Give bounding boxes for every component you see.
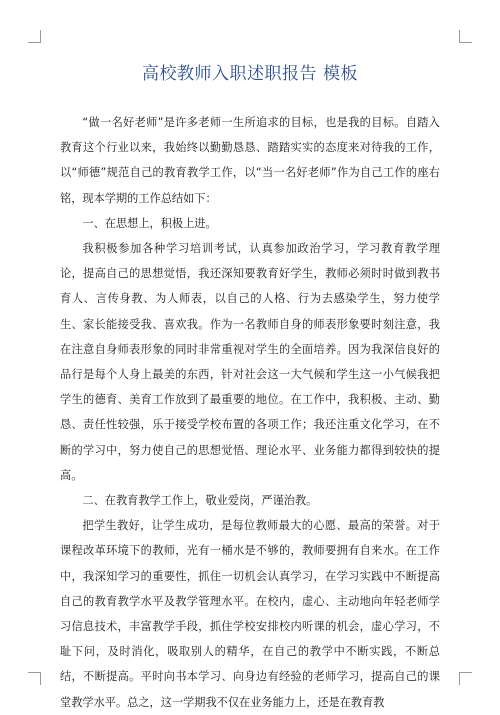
document-title: 高校教师入职述职报告 模板: [142, 64, 358, 84]
crop-mark-bottom-right: [459, 672, 472, 685]
crop-mark-bottom-left: [28, 672, 41, 685]
crop-mark-top-left: [28, 30, 41, 43]
paragraph-section-1: 我积极参加各种学习培训考试，认真参加政治学习，学习教育教学理论，提高自己的思想觉悟，我还深知要教育好学生，教师必须时时做到教书育人、言传身教、为人师表，以自己的人格、行为去感染学生，努力使学生、家长能接受我、喜欢我。作为一名教师自身的师表形象要时刻注意，我在注意自身师表形象的同时非常重视对学生的全面培养。因为我深信良好的品行是每个人身上最美的东西，针对社会这一大气候和学生这一小气候我把学生的德育、美育工作放到了最重要的地位。在工作中，我积极、主动、勤恳、责任性较强，乐于接受学校布置的各项工作；我还注重文化学习，在不断的学习中，努力使自己的思想觉悟、理论水平、业务能力都得到较快的提高。: [60, 242, 440, 482]
paragraph-intro: “做一名好老师”是许多老师一生所追求的目标，也是我的目标。自踏入教育这个行业以来，我始终以勤勤恳恳、踏踏实实的态度来对待我的工作，以“师德”规范自己的教育教学工作，以“当一名好老师”作为自己工作的座右铭，现本学期的工作总结如下：: [60, 116, 440, 205]
section-heading-1: 一、在思想上，积极上进。: [82, 216, 217, 230]
paragraph-section-2: 把学生教好，让学生成功，是每位教师最大的心愿、最高的荣誉。对于课程改革环境下的教师，光有一桶水是不够的，教师要拥有自来水。在工作中，我深知学习的重要性，抓住一切机会认真学习，在学习实践中不断提高自己的教育教学水平及教学管理水平。在校内，虚心、主动地向年轻老师学习信息技术，丰富教学手段，抓住学校安排校内听课的机会，虚心学习，不耻下问，及时消化，吸取别人的精华，在自己的教学中不断实践，不断总结，不断提高。平时向书本学习、向身边有经验的老师学习，提高自己的课堂教学水平。总之，这一学期我不仅在业务能力上，还是在教育教: [60, 519, 440, 709]
section-heading-2: 二、在教育教学工作上，敬业爱岗，严谨治教。: [82, 494, 318, 508]
document-body: [60, 110, 440, 715]
crop-mark-top-right: [459, 30, 472, 43]
